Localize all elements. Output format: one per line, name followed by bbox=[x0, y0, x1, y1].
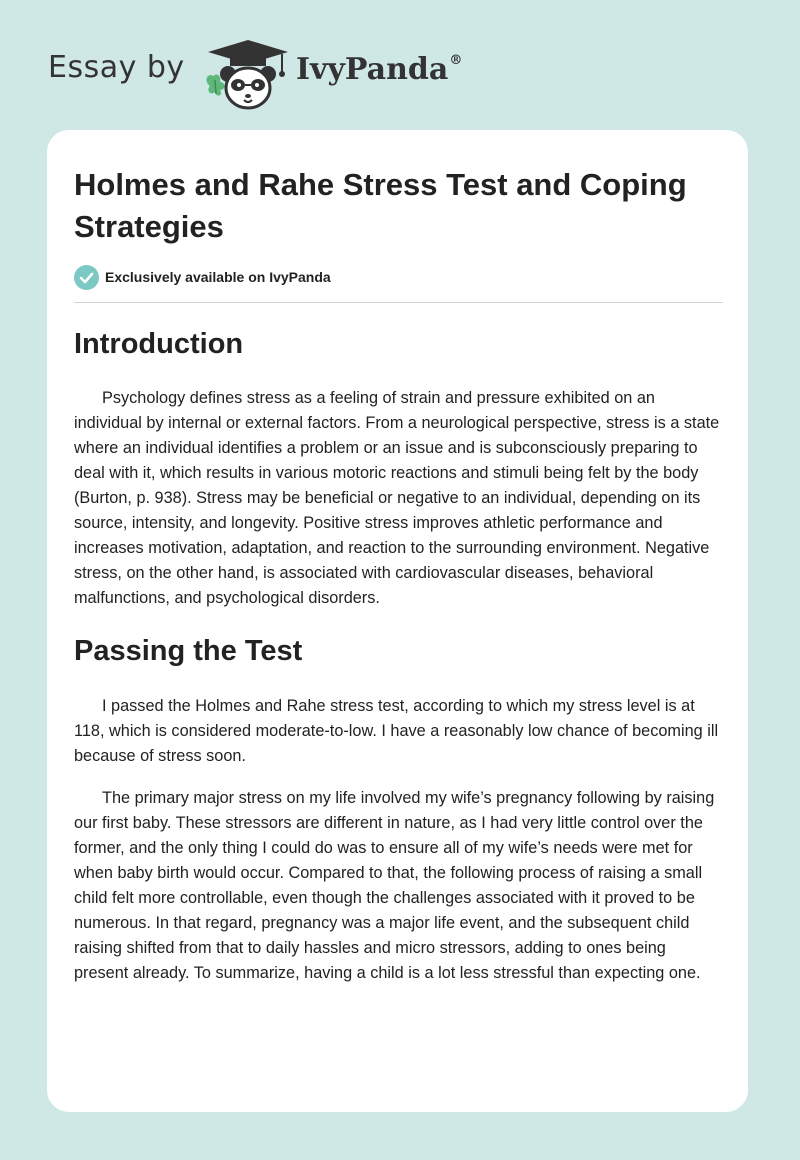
page-title: Holmes and Rahe Stress Test and Coping Strategies bbox=[74, 167, 687, 244]
section-heading-passing-the-test: Passing the Test bbox=[74, 635, 303, 667]
panda-graduation-cap-icon bbox=[200, 34, 300, 114]
check-circle-icon bbox=[74, 265, 99, 290]
paragraph: I passed the Holmes and Rahe stress test, according to which my stress level is at 118, which is considered moderate-to-low. I have a reasonably low chance of becoming ill because of stress soon. bbox=[74, 697, 719, 765]
essay-by-label: Essay by bbox=[48, 50, 185, 85]
badge-text: Exclusively available on IvyPanda bbox=[105, 269, 331, 285]
registered-mark: ® bbox=[449, 53, 463, 68]
section-heading-introduction: Introduction bbox=[74, 328, 244, 360]
article-body bbox=[74, 320, 724, 986]
site-header bbox=[0, 0, 800, 130]
paragraph: Psychology defines stress as a feeling of strain and pressure exhibited on an individual by internal or external factors. From a neurological perspective, stress is a state where an individual identifies a problem or an issue and is subconsciously preparing to deal with it, which results in various motoric reactions and stimuli being felt by the body (Burton, p. 938). Stress may be beneficial or negative to an individual, depending on its source, intensity, and longevity. Positive stress improves athletic performance and increases motivation, adaptation, and reaction to the surrounding environment. Negative stress, on the other hand, is associated with cardiovascular diseases, behavioral malfunctions, and psychological disorders. bbox=[74, 389, 720, 607]
essay-card bbox=[47, 130, 748, 1112]
brand-text[interactable]: IvyPanda bbox=[296, 52, 449, 87]
exclusive-badge bbox=[74, 264, 331, 290]
paragraph: The primary major stress on my life involved my wife’s pregnancy following by raising our first baby. These stressors are different in nature, as I had very little control over the former, and the only thing I could do was to ensure all of my wife’s needs were met for when baby birth would occur. Compared to that, the following process of raising a small child felt more controllable, even though the challenges associated with it proved to be numerous. In that regard, pregnancy was a major life event, and the subsequent child raising shifted from that to daily hassles and micro stressors, adding to ones being present already. To summarize, having a child is a lot less stressful than expecting one. bbox=[74, 789, 715, 982]
ivypanda-logo[interactable] bbox=[200, 34, 300, 114]
divider bbox=[74, 302, 723, 303]
brand-name[interactable] bbox=[296, 52, 462, 87]
